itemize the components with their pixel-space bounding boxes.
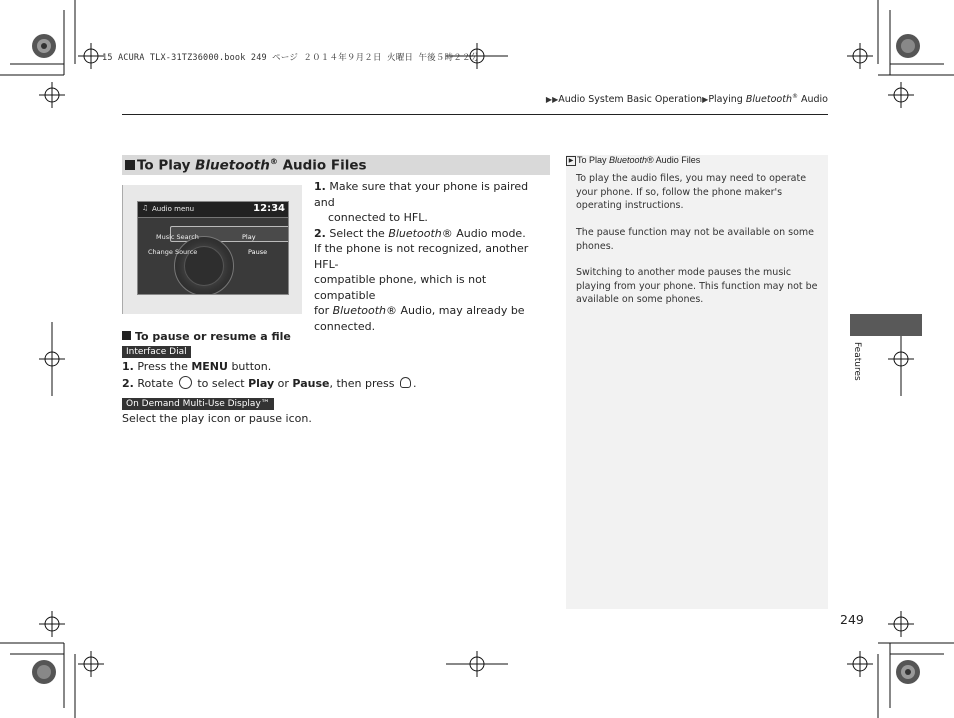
side-notes-panel [566, 155, 828, 609]
note-italic: Bluetooth [332, 304, 387, 317]
breadcrumb-item[interactable]: Audio System Basic Operation [558, 94, 703, 106]
side-title-italic: Bluetooth [609, 155, 648, 165]
registered-mark: ® [269, 157, 278, 166]
note-line: compatible phone, which is not compatible [314, 273, 487, 302]
pause-step-2-number: 2. [122, 376, 134, 390]
breadcrumb-arrow-icon: ▶▶ [545, 95, 559, 105]
step-2-suffix: ® Audio mode. [441, 226, 526, 240]
pause-step-2-text: or [274, 376, 293, 390]
side-note-paragraph: Switching to another mode pauses the music playing from your phone. This function may not be available on some phones. [576, 267, 818, 305]
square-bullet-icon [122, 331, 131, 340]
reference-arrow-icon: ▶ [566, 156, 576, 166]
pause-step-1-prefix: Press the [137, 360, 192, 373]
interface-dial-tag: Interface Dial [122, 346, 191, 358]
not-recognized-note [314, 241, 550, 334]
section-title-italic: Bluetooth [195, 157, 270, 174]
pause-label: Pause [292, 376, 330, 390]
side-note-paragraph: To play the audio files, you may need to operate your phone. If so, follow the phone maker's operating instructions. [576, 173, 807, 211]
screen-item-music-search: Music Search [156, 233, 199, 241]
audio-menu-screen [137, 201, 289, 295]
side-notes-title [566, 155, 700, 166]
menu-button-label: MENU [191, 360, 228, 373]
pause-subheading [122, 330, 291, 343]
pause-step-2-text: , then press [329, 376, 398, 390]
header-rule [122, 114, 828, 115]
screen-play-label: Play [242, 233, 256, 241]
press-dial-icon [400, 377, 411, 388]
pause-step-2-text: to select [193, 376, 249, 390]
pause-step-2-text: Rotate [137, 376, 177, 390]
chapter-tab-label: Features [852, 342, 862, 381]
step-2-italic: Bluetooth [388, 226, 442, 240]
note-line: If the phone is not recognized, another HFL- [314, 242, 529, 271]
play-label: Play [248, 376, 275, 390]
pause-step-1-number: 1. [122, 360, 134, 373]
on-demand-instruction: Select the play icon or pause icon. [122, 412, 312, 425]
note-line: ® Audio, may already be [386, 304, 525, 317]
breadcrumb-item-2[interactable]: Playing [708, 94, 746, 106]
rotate-dial-icon [179, 376, 192, 389]
step-2-number: 2. [314, 226, 326, 240]
step-1-text-cont: connected to HFL. [328, 211, 428, 224]
section-title-prefix: To Play [137, 157, 196, 174]
step-1-text: Make sure that your phone is paired and [314, 180, 529, 209]
steps-list [314, 179, 550, 241]
on-demand-display-tag: On Demand Multi-Use Display™ [122, 398, 274, 410]
section-title-suffix: Audio Files [277, 157, 367, 174]
breadcrumb-item-2-italic[interactable]: Bluetooth [745, 94, 792, 106]
pause-subheading-text: To pause or resume a file [135, 330, 291, 343]
side-title-suffix: ® Audio Files [647, 155, 701, 165]
print-info: 15 ACURA TLX-31TZ36000.book 249 ページ ２０１４年９月２日 火曜日 午後５時２２分 [102, 53, 480, 63]
square-bullet-icon [125, 160, 135, 170]
registered-mark: ® [791, 93, 798, 100]
pause-steps [122, 359, 552, 391]
pause-step-2-text: . [412, 376, 417, 390]
section-title [137, 157, 367, 174]
screen-menu-title: Audio menu [152, 205, 195, 213]
page-number: 249 [840, 612, 864, 627]
breadcrumb-arrow-icon: ▶ [702, 95, 709, 105]
breadcrumb [546, 93, 828, 105]
side-title-prefix: To Play [577, 155, 610, 165]
screen-pause-label: Pause [248, 248, 268, 256]
screen-clock: 12:34 [253, 203, 285, 214]
pause-step-1-suffix: button. [227, 360, 272, 373]
screen-item-change-source: Change Source [148, 248, 198, 256]
step-2-prefix: Select the [329, 226, 389, 240]
side-note-paragraph: The pause function may not be available on some phones. [576, 227, 815, 252]
music-note-icon: ♫ [142, 204, 149, 212]
chapter-tab[interactable] [850, 314, 922, 336]
breadcrumb-item-2-suffix[interactable]: Audio [797, 94, 828, 106]
note-line: connected. [314, 319, 376, 333]
step-1-number: 1. [314, 180, 326, 193]
note-line: for [314, 304, 333, 317]
